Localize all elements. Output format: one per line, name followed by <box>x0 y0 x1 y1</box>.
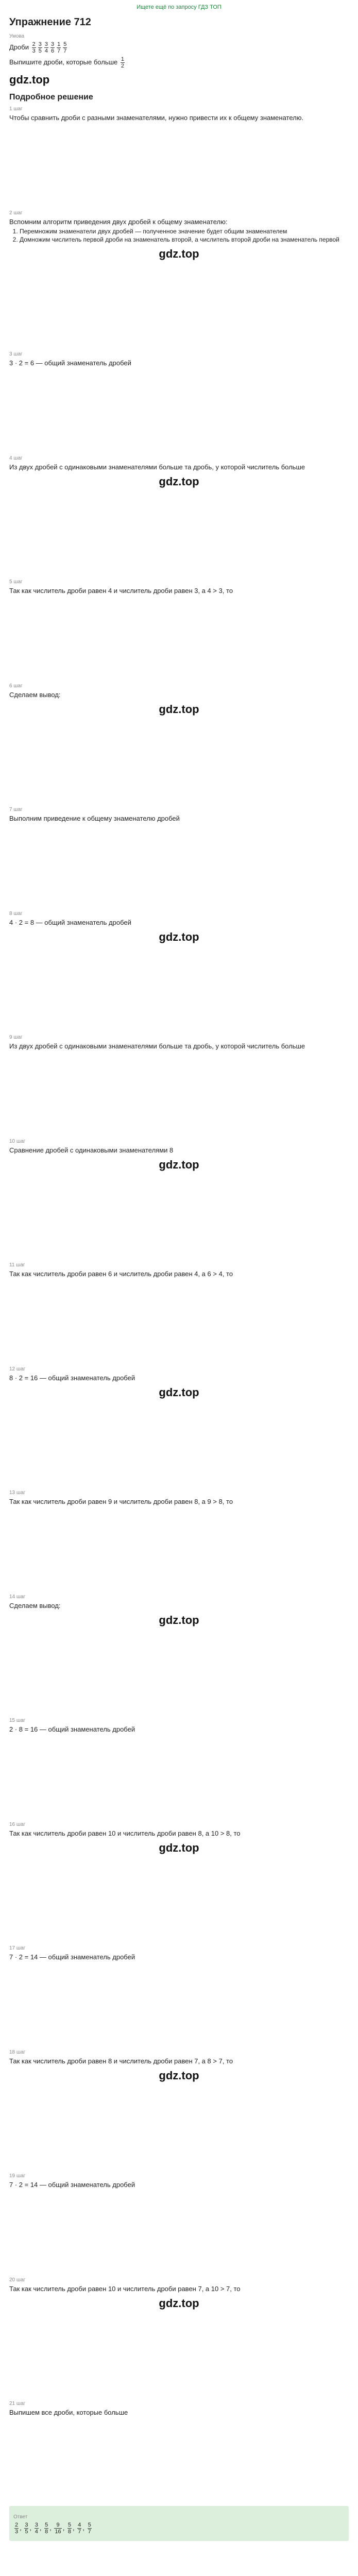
solution-step <box>9 1366 349 1486</box>
solution-step <box>9 1594 349 1714</box>
solution-step <box>9 210 349 347</box>
condition-text-span: Выпишите дроби, которые больше <box>9 58 118 66</box>
solution-step <box>9 1945 349 2045</box>
algorithm-list <box>20 228 349 243</box>
watermark: gdz.top <box>159 703 199 716</box>
step-text: Из двух дробей с одинаковыми знаменателями больше та дробь, у которой числитель больше <box>9 463 305 471</box>
half-fraction: $\frac{1}{2}$ <box>121 56 125 69</box>
step-text: Так как числитель дроби равен 6 и числитель дроби равен 4, а 6 > 4, то <box>9 1270 233 1278</box>
step-label: 1 шаг <box>9 106 23 112</box>
step-text: Так как числитель дроби равен 9 и числитель дроби равен 8, а 9 > 8, то <box>9 1498 233 1505</box>
condition-label: Умова <box>9 33 25 39</box>
step-spacer <box>9 265 349 347</box>
step-spacer <box>9 720 349 803</box>
step-label: 4 шаг <box>9 455 23 461</box>
step-spacer <box>9 948 349 1030</box>
step-label: 10 шаг <box>9 1139 26 1144</box>
step-text: Вспомним алгоритм приведения двух дробей к общему знаменателю: <box>9 218 228 226</box>
condition-fraction: $\frac{1}{7}$ <box>57 41 61 54</box>
step-label: 13 шаг <box>9 1490 26 1496</box>
step-label: 21 шаг <box>9 2401 26 2406</box>
watermark: gdz.top <box>159 475 199 488</box>
step-spacer <box>9 1631 349 1714</box>
answer-label: Ответ <box>13 2514 28 2520</box>
solution-step <box>9 455 349 575</box>
answer-box <box>9 2506 349 2541</box>
step-spacer <box>9 1280 349 1362</box>
step-text: Так как числитель дроби равен 10 и числитель дроби равен 7, а 10 > 7, то <box>9 2285 241 2293</box>
step-label: 18 шаг <box>9 2049 26 2055</box>
answer-line: $\frac{2}{3}$ , $\frac{3}{5}$ , $\frac{3}{4}$ , $\frac{5}{8}$ , $\frac{9}{16}$ , $\frac{5}{8}$ , $\frac{4}{7}$ , $\frac{5}{7}$ <box>15 2522 91 2535</box>
solution-heading: Подробное решение <box>9 93 93 101</box>
step-label: 6 шаг <box>9 683 23 689</box>
step-spacer <box>9 1403 349 1486</box>
solution-step <box>9 683 349 803</box>
watermark: gdz.top <box>159 930 199 943</box>
solution-step <box>9 1139 349 1258</box>
solution-step <box>9 1490 349 1590</box>
step-text: Выпишем все дроби, которые больше <box>9 2409 128 2416</box>
solution-step <box>9 1718 349 1818</box>
step-label: 8 шаг <box>9 911 23 917</box>
step-spacer <box>9 493 349 575</box>
step-text: Сделаем вывод: <box>9 691 61 699</box>
watermark: gdz.top <box>159 1386 199 1399</box>
solution-step <box>9 1035 349 1134</box>
step-label: 20 шаг <box>9 2277 26 2283</box>
solution-step <box>9 1822 349 1941</box>
step-label: 14 шаг <box>9 1594 26 1600</box>
step-text: 4 · 2 = 8 — общий знаменатель дробей <box>9 919 131 926</box>
solution-step <box>9 807 349 907</box>
step-label: 19 шаг <box>9 2173 26 2179</box>
watermark: gdz.top <box>9 73 50 86</box>
step-spacer <box>9 1176 349 1258</box>
step-label: 9 шаг <box>9 1035 23 1040</box>
step-label: 5 шаг <box>9 579 23 585</box>
algorithm-item: 1. Перемножим знаменатели двух дробей — полученное значение будет общим знаменателем <box>20 228 349 235</box>
step-text: 7 · 2 = 14 — общий знаменатель дробей <box>9 2181 135 2189</box>
solution-step <box>9 1262 349 1362</box>
step-text: 2 · 8 = 16 — общий знаменатель дробей <box>9 1725 135 1733</box>
condition-prefix: Дроби <box>9 43 29 51</box>
condition-fraction: $\frac{3}{4}$ <box>44 41 48 54</box>
step-text: Так как числитель дроби равен 4 и числитель дроби равен 3, а 4 > 3, то <box>9 587 233 595</box>
step-text: Чтобы сравнить дроби с разными знаменателями, нужно привести их к общему знаменателю. <box>9 114 304 122</box>
step-text: Выполним приведение к общему знаменателю дробей <box>9 815 180 822</box>
solution-step <box>9 2173 349 2273</box>
step-spacer <box>9 1052 349 1134</box>
step-spacer <box>9 2314 349 2397</box>
solution-step <box>9 2277 349 2397</box>
step-text: Так как числитель дроби равен 8 и числитель дроби равен 7, а 8 > 7, то <box>9 2057 233 2065</box>
step-spacer <box>9 1735 349 1818</box>
page-title: Упражнение 712 <box>9 16 91 28</box>
step-text: Сравнение дробей с одинаковыми знаменателями 8 <box>9 1146 174 1154</box>
solution-step <box>9 911 349 1030</box>
condition-line <box>9 41 349 54</box>
watermark: gdz.top <box>159 1614 199 1626</box>
step-spacer <box>9 1963 349 2045</box>
watermark: gdz.top <box>159 1158 199 1171</box>
step-text: Так как числитель дроби равен 10 и числитель дроби равен 8, а 10 > 8, то <box>9 1829 241 1837</box>
steps-list <box>9 106 349 2501</box>
step-spacer <box>9 824 349 907</box>
solution-step <box>9 351 349 451</box>
watermark: gdz.top <box>159 247 199 260</box>
step-spacer <box>9 369 349 451</box>
step-label: 11 шаг <box>9 1262 25 1268</box>
content <box>0 16 358 2541</box>
step-label: 15 шаг <box>9 1718 26 1723</box>
step-text: Из двух дробей с одинаковыми знаменателями больше та дробь, у которой числитель больше <box>9 1042 305 1050</box>
step-spacer <box>9 1507 349 1590</box>
condition-fraction: $\frac{5}{7}$ <box>63 41 67 54</box>
step-spacer <box>9 2087 349 2169</box>
step-label: 7 шаг <box>9 807 23 812</box>
condition-fraction: $\frac{3}{5}$ <box>38 41 42 54</box>
solution-step <box>9 579 349 679</box>
watermark: gdz.top <box>159 2069 199 2082</box>
watermark: gdz.top <box>159 1841 199 1854</box>
solution-step <box>9 106 349 206</box>
step-text: 3 · 2 = 6 — общий знаменатель дробей <box>9 359 131 367</box>
step-label: 12 шаг <box>9 1366 26 1372</box>
condition-fraction: $\frac{2}{3}$ <box>32 41 36 54</box>
condition-fraction: $\frac{3}{6}$ <box>50 41 55 54</box>
watermark: gdz.top <box>159 2297 199 2310</box>
step-label: 3 шаг <box>9 351 23 357</box>
solution-step <box>9 2049 349 2169</box>
top-link[interactable]: Ищете ещё по запросу ГДЗ ТОП <box>137 4 221 10</box>
algorithm-item: 2. Домножим числитель первой дроби на знаменатель второй, а числитель второй дроби на знаменатель первой <box>20 236 349 243</box>
step-text: 8 · 2 = 16 — общий знаменатель дробей <box>9 1374 135 1382</box>
step-label: 2 шаг <box>9 210 23 216</box>
condition-fractions <box>31 41 69 54</box>
step-spacer <box>9 124 349 206</box>
solution-step <box>9 2401 349 2501</box>
step-text: 7 · 2 = 14 — общий знаменатель дробей <box>9 1953 135 1961</box>
step-spacer <box>9 2191 349 2273</box>
step-label: 16 шаг <box>9 1822 26 1827</box>
step-spacer <box>9 1859 349 1941</box>
step-spacer <box>9 2418 349 2501</box>
step-spacer <box>9 597 349 679</box>
step-text: Сделаем вывод: <box>9 1602 61 1609</box>
step-label: 17 шаг <box>9 1945 26 1951</box>
condition-text <box>9 56 349 69</box>
